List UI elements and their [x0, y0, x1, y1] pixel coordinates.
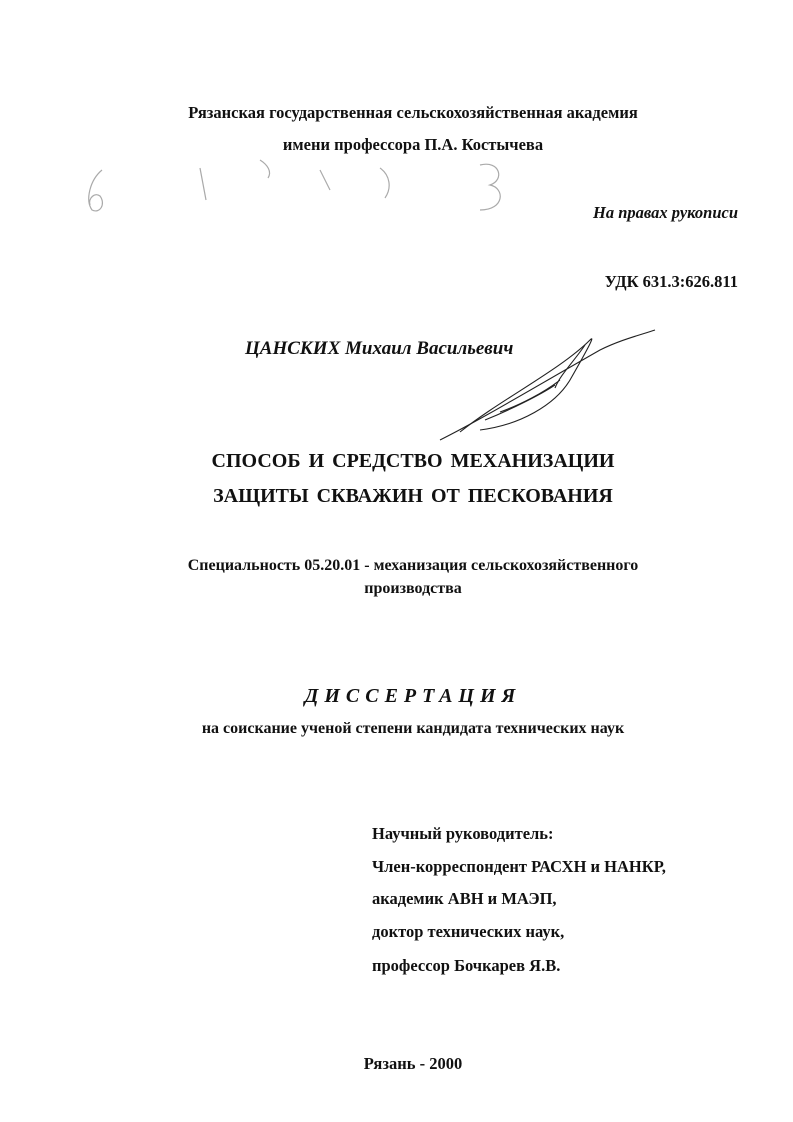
place-year: Рязань - 2000 [363, 1054, 463, 1073]
supervisor-title-1: Член-корреспондент РАСХН и НАНКР, [372, 857, 666, 876]
supervisor-title-3: доктор технических наук, [372, 922, 565, 941]
specialty-line-1: Специальность 05.20.01 - механизация сельскохозяйственного [187, 557, 639, 574]
supervisor-title-2: академик АВН и МАЭП, [372, 889, 557, 908]
udc-code: УДК 631.3:626.811 [604, 272, 738, 291]
degree-line: на соискание ученой степени кандидата технических наук [201, 720, 625, 737]
supervisor-label: Научный руководитель: [372, 824, 554, 843]
supervisor-name: профессор Бочкарев Я.В. [372, 956, 561, 975]
title-line-1: СПОСОБ И СРЕДСТВО МЕХАНИЗАЦИИ [211, 450, 615, 472]
institution-dedication: имени профессора П.А. Костычева [282, 135, 544, 154]
institution-name: Рязанская государственная сельскохозяйственная академия [188, 103, 638, 122]
title-line-2: ЗАЩИТЫ СКВАЖИН ОТ ПЕСКОВАНИЯ [213, 485, 613, 507]
author-name: ЦАНСКИХ Михаил Васильевич [245, 338, 514, 359]
work-type: ДИССЕРТАЦИЯ [304, 685, 522, 707]
rights-note: На правах рукописи [593, 203, 738, 222]
specialty-line-2: производства [364, 580, 462, 597]
handwritten-inventory-number [89, 160, 500, 211]
